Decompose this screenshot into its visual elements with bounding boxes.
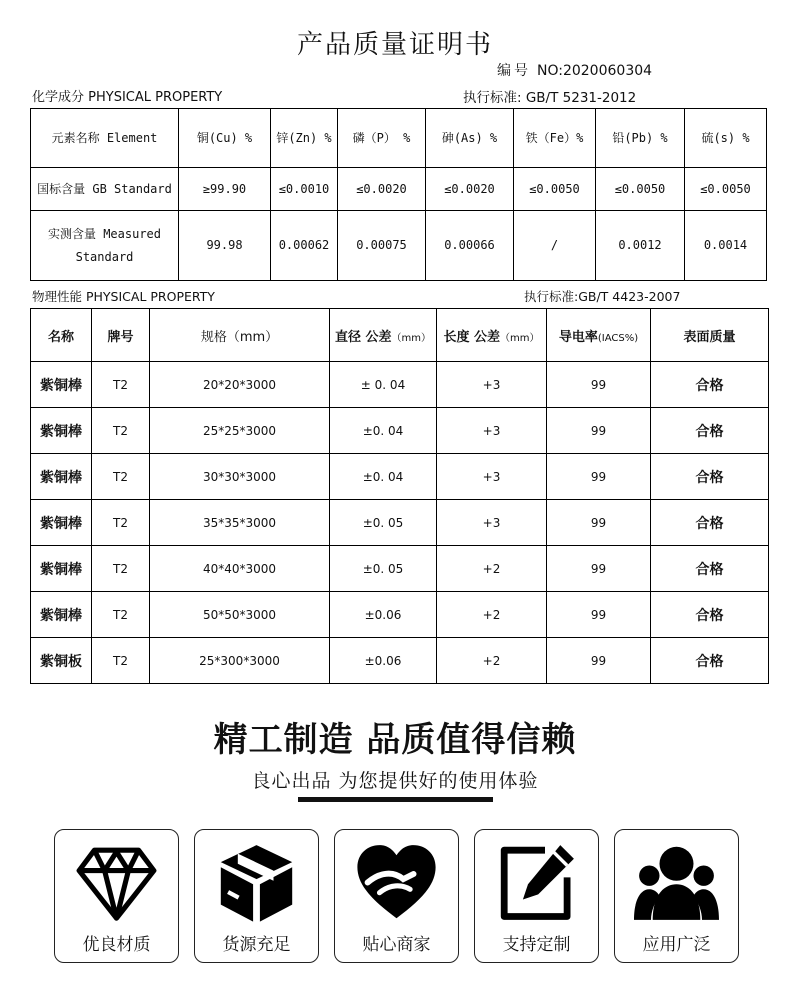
phys-cell-diameter-tol: ±0.06 <box>330 592 437 638</box>
chem-cell: 0.00062 <box>271 211 338 281</box>
edit-icon <box>494 840 579 925</box>
phys-cell-conductivity: 99 <box>547 362 651 408</box>
phys-cell-spec: 25*300*3000 <box>150 638 330 684</box>
phys-cell-grade: T2 <box>92 454 150 500</box>
phys-cell-qual: 合格 <box>651 638 769 684</box>
phys-cell-length-tol: +3 <box>437 500 547 546</box>
phys-col-grade-label: 牌号 <box>107 329 134 345</box>
phys-cell-qual: 合格 <box>651 454 769 500</box>
phys-cell-conductivity: 99 <box>547 592 651 638</box>
phys-col-length-label: 长度 公差 <box>443 329 501 345</box>
phys-col-diameter <box>330 309 437 362</box>
chem-cell: 0.00066 <box>426 211 514 281</box>
feature-label: 支持定制 <box>502 935 571 955</box>
feature-card-application <box>614 829 739 963</box>
phys-cell-spec: 25*25*3000 <box>150 408 330 454</box>
chem-cell: ≤0.0050 <box>596 168 685 211</box>
phys-cell-qual: 合格 <box>651 362 769 408</box>
phys-col-name-label: 名称 <box>47 329 74 345</box>
phys-cell-grade: T2 <box>92 592 150 638</box>
chem-col-p: 磷（P） % <box>338 109 426 168</box>
chemical-header-row <box>31 109 767 168</box>
chem-cell: / <box>514 211 596 281</box>
document-title: 产品质量证明书 <box>296 30 493 60</box>
chem-cell: ≤0.0050 <box>685 168 767 211</box>
slogan: 精工制造 品质值得信赖 <box>213 720 577 760</box>
phys-col-surface <box>651 309 769 362</box>
phys-cell-diameter-tol: ±0.06 <box>330 638 437 684</box>
phys-col-conductivity-label: 导电率 <box>558 329 598 345</box>
certificate-number-label: 编号 <box>497 63 531 79</box>
phys-cell-spec: 40*40*3000 <box>150 546 330 592</box>
chem-col-element: 元素名称 Element <box>31 109 179 168</box>
phys-col-conductivity <box>547 309 651 362</box>
phys-cell-name: 紫铜棒 <box>31 454 92 500</box>
slogan-underline <box>298 797 493 802</box>
phys-col-surface-label: 表面质量 <box>683 329 736 345</box>
phys-cell-diameter-tol: ±0. 05 <box>330 546 437 592</box>
chem-col-as: 砷(As) % <box>426 109 514 168</box>
chem-cell: ≤0.0010 <box>271 168 338 211</box>
chem-cell: 0.0014 <box>685 211 767 281</box>
phys-cell-diameter-tol: ±0. 04 <box>330 408 437 454</box>
diamond-icon <box>74 840 159 925</box>
table-row <box>31 546 769 592</box>
phys-cell-length-tol: +3 <box>437 408 547 454</box>
feature-label: 货源充足 <box>222 935 291 955</box>
feature-card-service <box>334 829 459 963</box>
chem-cell: ≤0.0050 <box>514 168 596 211</box>
phys-cell-name: 紫铜棒 <box>31 546 92 592</box>
phys-cell-grade: T2 <box>92 546 150 592</box>
phys-cell-diameter-tol: ± 0. 04 <box>330 362 437 408</box>
physical-property-table <box>30 308 769 684</box>
phys-col-diameter-unit: （mm） <box>391 332 431 344</box>
phys-cell-name: 紫铜棒 <box>31 408 92 454</box>
feature-card-supply <box>194 829 319 963</box>
phys-cell-spec: 35*35*3000 <box>150 500 330 546</box>
chem-cell: 0.0012 <box>596 211 685 281</box>
phys-cell-grade: T2 <box>92 408 150 454</box>
physical-section-heading: 物理性能 PHYSICAL PROPERTY <box>32 289 215 304</box>
phys-cell-qual: 合格 <box>651 546 769 592</box>
feature-card-custom <box>474 829 599 963</box>
phys-cell-conductivity: 99 <box>547 638 651 684</box>
table-row <box>31 362 769 408</box>
phys-cell-qual: 合格 <box>651 592 769 638</box>
phys-cell-diameter-tol: ±0. 05 <box>330 500 437 546</box>
feature-label: 优良材质 <box>82 935 151 955</box>
feature-card-quality <box>54 829 179 963</box>
phys-cell-conductivity: 99 <box>547 408 651 454</box>
phys-cell-conductivity: 99 <box>547 454 651 500</box>
chem-row-label: 国标含量 GB Standard <box>31 168 179 211</box>
chem-col-fe: 铁（Fe）% <box>514 109 596 168</box>
phys-col-length <box>437 309 547 362</box>
phys-col-grade <box>92 309 150 362</box>
chemical-composition-table <box>30 108 767 281</box>
chem-cell: ≥99.90 <box>179 168 271 211</box>
chemical-measured-row <box>31 211 767 281</box>
chem-cell: 99.98 <box>179 211 271 281</box>
phys-cell-name: 紫铜棒 <box>31 592 92 638</box>
chem-col-cu: 铜(Cu) % <box>179 109 271 168</box>
table-row <box>31 454 769 500</box>
chem-col-s: 硫(s) % <box>685 109 767 168</box>
phys-cell-name: 紫铜棒 <box>31 500 92 546</box>
phys-cell-grade: T2 <box>92 500 150 546</box>
phys-cell-name: 紫铜板 <box>31 638 92 684</box>
certificate-number-value: NO:2020060304 <box>537 63 653 79</box>
phys-cell-conductivity: 99 <box>547 500 651 546</box>
chem-col-pb: 铅(Pb) % <box>596 109 685 168</box>
phys-cell-spec: 30*30*3000 <box>150 454 330 500</box>
certificate-number <box>497 60 652 80</box>
table-row <box>31 408 769 454</box>
phys-cell-spec: 50*50*3000 <box>150 592 330 638</box>
phys-col-name <box>31 309 92 362</box>
phys-cell-conductivity: 99 <box>547 546 651 592</box>
chem-cell: ≤0.0020 <box>338 168 426 211</box>
phys-cell-length-tol: +3 <box>437 454 547 500</box>
phys-cell-length-tol: +3 <box>437 362 547 408</box>
chemical-gb-row <box>31 168 767 211</box>
phys-cell-length-tol: +2 <box>437 546 547 592</box>
users-icon <box>634 840 719 925</box>
phys-cell-grade: T2 <box>92 638 150 684</box>
chem-col-zn: 锌(Zn) % <box>271 109 338 168</box>
physical-table-body <box>31 362 769 684</box>
physical-header-row <box>31 309 769 362</box>
heart-icon <box>354 840 439 925</box>
feature-label: 应用广泛 <box>642 935 711 955</box>
phys-cell-length-tol: +2 <box>437 592 547 638</box>
phys-cell-grade: T2 <box>92 362 150 408</box>
phys-cell-qual: 合格 <box>651 500 769 546</box>
physical-standard: 执行标准:GB/T 4423-2007 <box>524 289 681 304</box>
sub-slogan: 良心出品 为您提供好的使用体验 <box>251 770 539 792</box>
chemical-section-heading: 化学成分 PHYSICAL PROPERTY <box>32 90 223 105</box>
phys-cell-qual: 合格 <box>651 408 769 454</box>
table-row <box>31 638 769 684</box>
phys-col-spec: 规格（mm） <box>150 309 330 362</box>
phys-col-conductivity-unit: (IACS%) <box>597 332 639 344</box>
table-row <box>31 592 769 638</box>
chem-cell: ≤0.0020 <box>426 168 514 211</box>
phys-cell-name: 紫铜棒 <box>31 362 92 408</box>
phys-col-diameter-label: 直径 公差 <box>334 329 392 345</box>
table-row <box>31 500 769 546</box>
chemical-standard: 执行标准: GB/T 5231-2012 <box>463 90 637 106</box>
phys-col-length-unit: （mm） <box>500 332 540 344</box>
phys-cell-length-tol: +2 <box>437 638 547 684</box>
chem-row-label: 实测含量 Measured Standard <box>31 211 179 281</box>
feature-label: 贴心商家 <box>362 935 431 955</box>
phys-cell-diameter-tol: ±0. 04 <box>330 454 437 500</box>
phys-cell-spec: 20*20*3000 <box>150 362 330 408</box>
chem-cell: 0.00075 <box>338 211 426 281</box>
box-icon <box>214 840 299 925</box>
